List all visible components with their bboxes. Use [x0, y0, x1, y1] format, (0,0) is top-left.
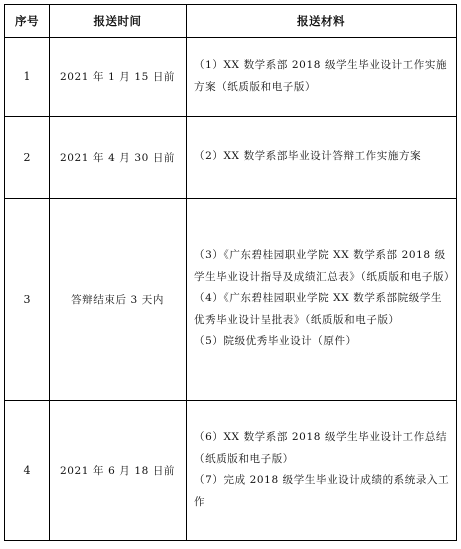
row-4-materials	[186, 400, 456, 540]
row-3-time: 答辩结束后 3 天内	[71, 293, 164, 306]
header-seq: 序号	[15, 14, 39, 28]
header-materials: 报送材料	[297, 14, 345, 28]
row-4-time: 2021 年 6 月 18 日前	[59, 464, 176, 477]
row-3-seq: 3	[23, 292, 31, 306]
row-1-materials	[186, 37, 456, 116]
material-item: （7）完成 2018 级学生毕业设计成绩的系统录入工作	[194, 474, 450, 508]
submission-table	[4, 4, 457, 541]
row-1-time: 2021 年 1 月 15 日前	[59, 71, 176, 83]
material-item: （2）XX 数学系部毕业设计答辩工作实施方案	[194, 150, 422, 163]
row-1-seq: 1	[23, 70, 31, 83]
material-item: （4）《广东碧桂园职业学院 XX 数学系部院级学生优秀毕业设计呈批表》（纸质版和电子版）	[194, 292, 443, 326]
row-2-materials	[186, 116, 456, 198]
material-item: （6）XX 数学系部 2018 级学生毕业设计工作总结（纸质版和电子版）	[194, 431, 448, 465]
material-item: （1）XX 数学系部 2018 级学生毕业设计工作实施方案（纸质版和电子版）	[194, 59, 448, 93]
header-time: 报送时间	[93, 14, 142, 28]
row-2-time: 2021 年 4 月 30 日前	[59, 151, 176, 164]
row-4-seq: 4	[23, 463, 31, 477]
material-item: （5）院级优秀毕业设计（原件）	[194, 335, 357, 348]
material-item: （3）《广东碧桂园职业学院 XX 数学系部 2018 级学生毕业设计指导及成绩汇总表》（纸质版和电子版）	[194, 249, 456, 283]
row-3-materials	[186, 198, 456, 400]
row-2-seq: 2	[23, 150, 31, 164]
